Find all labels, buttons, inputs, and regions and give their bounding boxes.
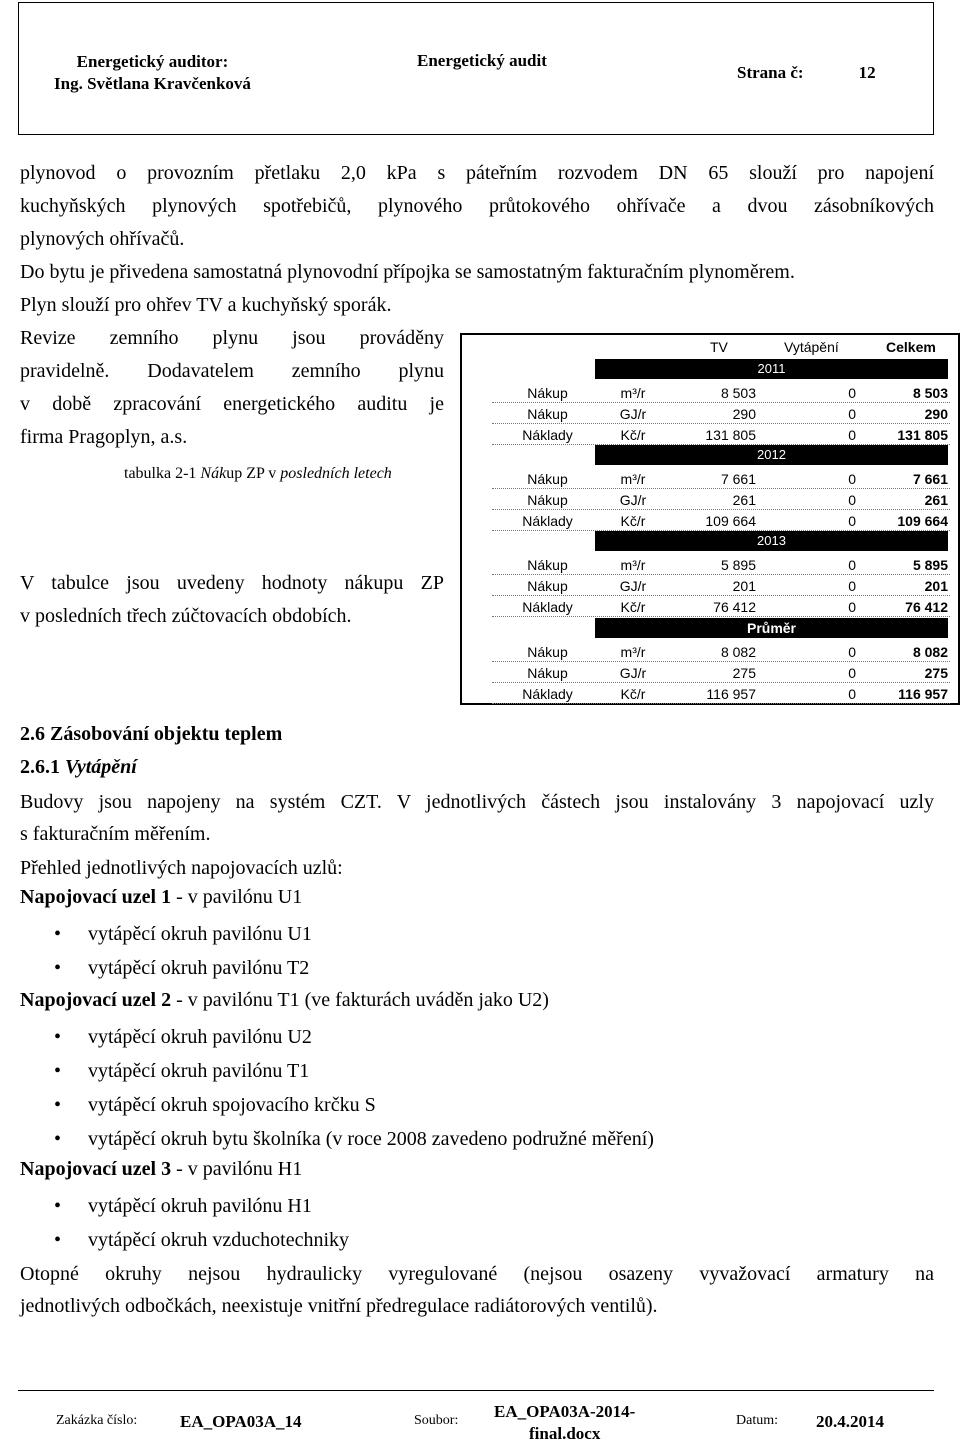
row-unit: m³/r	[620, 644, 646, 660]
table-row	[462, 511, 958, 531]
intro-p2-line1: Do bytu je přivedena samostatná plynovodní přípojka se samostatným fakturačním plynoměrem.	[20, 261, 795, 283]
row-divider	[492, 402, 950, 403]
table-row	[462, 576, 958, 596]
row-celkem-value: 5 895	[912, 557, 948, 573]
row-unit: m³/r	[620, 557, 646, 573]
row-vytapeni-value: 0	[848, 513, 856, 529]
node-2-list	[88, 1020, 654, 1156]
row-name: Nákup	[527, 578, 568, 594]
intro-p1-line2: kuchyňských plynových spotřebičů, plynového průtokového ohřívače a dvou zásobníkových	[20, 195, 934, 217]
node-2-heading	[20, 989, 549, 1012]
section-p3-line2: jednotlivých odbočkách, neexistuje vnitřní předregulace radiátorových ventilů).	[20, 1295, 658, 1317]
row-divider	[492, 616, 950, 617]
row-name: Náklady	[522, 686, 573, 702]
table-row	[462, 490, 958, 510]
row-tv-value: 116 957	[706, 686, 756, 702]
table-row	[462, 597, 958, 617]
row-vytapeni-value: 0	[848, 406, 856, 422]
date-value: 20.4.2014	[816, 1412, 884, 1431]
list-item: • vytápěcí okruh pavilónu T1	[88, 1054, 654, 1088]
row-tv-value: 261	[732, 492, 756, 508]
row-name: Nákup	[527, 385, 568, 401]
row-tv-value: 8 503	[720, 385, 756, 401]
page-footer	[18, 1390, 934, 1443]
row-tv-value: 201	[732, 578, 756, 594]
row-divider	[492, 703, 950, 704]
row-celkem-value: 201	[924, 578, 948, 594]
row-divider	[492, 661, 950, 662]
row-name: Náklady	[522, 513, 573, 529]
row-unit: Kč/r	[620, 599, 646, 615]
node-3-label: Napojovací uzel 3	[20, 1158, 172, 1180]
auditor-label: Energetický auditor:	[76, 52, 229, 71]
intro-p3-line4: firma Pragoplyn, a.s.	[20, 426, 188, 448]
row-name: Nákup	[527, 665, 568, 681]
list-item: • vytápěcí okruh pavilónu H1	[88, 1189, 349, 1223]
node-2-location: - v pavilónu T1 (ve fakturách uváděn jako U2)	[171, 989, 549, 1011]
table-row	[462, 642, 958, 662]
row-vytapeni-value: 0	[848, 471, 856, 487]
intro-p3-line2: pravidelně. Dodavatelem zemního plynu	[20, 360, 444, 382]
list-item: • vytápěcí okruh bytu školníka (v roce 2008 zavedeno podružné měření)	[88, 1122, 654, 1156]
row-unit: GJ/r	[619, 665, 647, 681]
intro-p1-line1: plynovod o provozním přetlaku 2,0 kPa s páteřním rozvodem DN 65 slouží pro napojení	[20, 162, 934, 184]
subsection-number: 2.6.1	[20, 756, 65, 778]
file-label: Soubor:	[414, 1413, 459, 1428]
list-item: • vytápěcí okruh pavilónu U1	[88, 917, 312, 951]
table-row	[462, 469, 958, 489]
gas-purchase-table	[460, 333, 960, 705]
row-celkem-value: 116 957	[898, 686, 948, 702]
intro-p2-line2: Plyn slouží pro ohřev TV a kuchyňský sporák.	[20, 294, 392, 316]
subsection-title: Vytápění	[65, 756, 137, 778]
intro-p3-line1: Revize zemního plynu jsou prováděny	[20, 327, 444, 349]
row-divider	[492, 509, 950, 510]
section-p2: Přehled jednotlivých napojovacích uzlů:	[20, 857, 343, 879]
row-tv-value: 76 412	[713, 599, 756, 615]
file-value	[494, 1401, 635, 1445]
node-1-location: - v pavilónu U1	[171, 886, 303, 908]
col-header-tv: TV	[710, 339, 728, 355]
row-unit: m³/r	[620, 385, 646, 401]
table-row	[462, 425, 958, 445]
list-item: • vytápěcí okruh vzduchotechniky	[88, 1223, 349, 1257]
page-label: Strana č:	[737, 63, 804, 82]
row-name: Nákup	[527, 557, 568, 573]
auditor-name: Ing. Světlana Kravčenková	[54, 74, 251, 93]
row-divider	[492, 488, 950, 489]
row-tv-value: 109 664	[705, 513, 756, 529]
col-header-vytapeni: Vytápění	[784, 339, 839, 355]
row-vytapeni-value: 0	[848, 686, 856, 702]
row-name: Náklady	[522, 427, 573, 443]
row-vytapeni-value: 0	[848, 644, 856, 660]
caption-number: tabulka 2-1	[124, 465, 201, 482]
row-tv-value: 275	[732, 665, 756, 681]
table-row	[462, 404, 958, 424]
period-label: 2011	[595, 359, 948, 379]
period-label: 2012	[595, 445, 948, 465]
page-header	[18, 2, 934, 135]
caption-part-c: up ZP v	[226, 465, 281, 482]
subsection-heading	[20, 756, 137, 779]
order-label: Zakázka číslo:	[56, 1413, 138, 1428]
caption-part-b: Nák	[200, 465, 227, 482]
document-title: Energetický audit	[417, 51, 547, 70]
row-celkem-value: 7 661	[912, 471, 948, 487]
table-row	[462, 684, 958, 704]
row-name: Náklady	[522, 599, 573, 615]
row-unit: GJ/r	[619, 406, 647, 422]
row-divider	[492, 595, 950, 596]
col-header-celkem: Celkem	[886, 339, 936, 355]
row-divider	[492, 423, 950, 424]
row-vytapeni-value: 0	[848, 492, 856, 508]
row-name: Nákup	[527, 644, 568, 660]
row-tv-value: 5 895	[720, 557, 756, 573]
intro-p4-line2: v posledních třech zúčtovacích obdobích.	[20, 605, 352, 627]
table-row	[462, 383, 958, 403]
row-unit: GJ/r	[619, 492, 647, 508]
page-number: 12	[858, 63, 876, 82]
row-celkem-value: 8 503	[912, 385, 948, 401]
row-vytapeni-value: 0	[848, 665, 856, 681]
row-vytapeni-value: 0	[848, 557, 856, 573]
intro-p3-line3: v době zpracování energetického auditu je	[20, 393, 444, 415]
row-name: Nákup	[527, 406, 568, 422]
row-celkem-value: 275	[924, 665, 948, 681]
row-vytapeni-value: 0	[848, 385, 856, 401]
node-2-label: Napojovací uzel 2	[20, 989, 172, 1011]
row-vytapeni-value: 0	[848, 599, 856, 615]
row-celkem-value: 8 082	[912, 644, 948, 660]
caption-part-d: posledních letech	[280, 465, 392, 482]
row-unit: Kč/r	[620, 686, 646, 702]
row-celkem-value: 261	[924, 492, 948, 508]
node-1-label: Napojovací uzel 1	[20, 886, 172, 908]
node-1-list	[88, 917, 312, 985]
row-celkem-value: 131 805	[897, 427, 948, 443]
row-celkem-value: 109 664	[897, 513, 948, 529]
row-unit: Kč/r	[620, 513, 646, 529]
node-3-location: - v pavilónu H1	[171, 1158, 303, 1180]
intro-p1-line3: plynových ohřívačů.	[20, 228, 185, 250]
row-unit: m³/r	[620, 471, 646, 487]
row-name: Nákup	[527, 471, 568, 487]
row-celkem-value: 76 412	[905, 599, 948, 615]
row-unit: Kč/r	[620, 427, 646, 443]
file-value-line2: final.docx	[529, 1424, 601, 1443]
row-celkem-value: 290	[924, 406, 948, 422]
row-vytapeni-value: 0	[848, 578, 856, 594]
list-item: • vytápěcí okruh pavilónu U2	[88, 1020, 654, 1054]
node-3-list	[88, 1189, 349, 1257]
row-tv-value: 131 805	[705, 427, 756, 443]
section-p3-line1: Otopné okruhy nejsou hydraulicky vyregulované (nejsou osazeny vyvažovací armatury na	[20, 1263, 934, 1285]
section-heading: 2.6 Zásobování objektu teplem	[20, 723, 283, 745]
period-label: Průměr	[595, 618, 948, 638]
period-label: 2013	[595, 531, 948, 551]
section-p1-line1: Budovy jsou napojeny na systém CZT. V jednotlivých částech jsou instalovány 3 napojovací uzly	[20, 791, 934, 813]
date-label: Datum:	[736, 1413, 778, 1428]
section-p1-line2: s fakturačním měřením.	[20, 823, 211, 845]
file-value-line1: EA_OPA03A-2014-	[494, 1402, 636, 1421]
node-3-heading	[20, 1158, 302, 1181]
list-item: • vytápěcí okruh spojovacího krčku S	[88, 1088, 654, 1122]
row-tv-value: 7 661	[720, 471, 756, 487]
row-tv-value: 290	[732, 406, 756, 422]
row-divider	[492, 682, 950, 683]
row-vytapeni-value: 0	[848, 427, 856, 443]
node-1-heading	[20, 886, 302, 909]
list-item: • vytápěcí okruh pavilónu T2	[88, 951, 312, 985]
table-caption	[124, 465, 392, 483]
auditor-block	[54, 51, 251, 95]
table-row	[462, 555, 958, 575]
order-value: EA_OPA03A_14	[180, 1412, 302, 1431]
row-divider	[492, 574, 950, 575]
row-unit: GJ/r	[619, 578, 647, 594]
page-number-block	[737, 63, 876, 83]
row-tv-value: 8 082	[720, 644, 756, 660]
row-name: Nákup	[527, 492, 568, 508]
table-row	[462, 663, 958, 683]
intro-p4-line1: V tabulce jsou uvedeny hodnoty nákupu ZP	[20, 572, 444, 594]
